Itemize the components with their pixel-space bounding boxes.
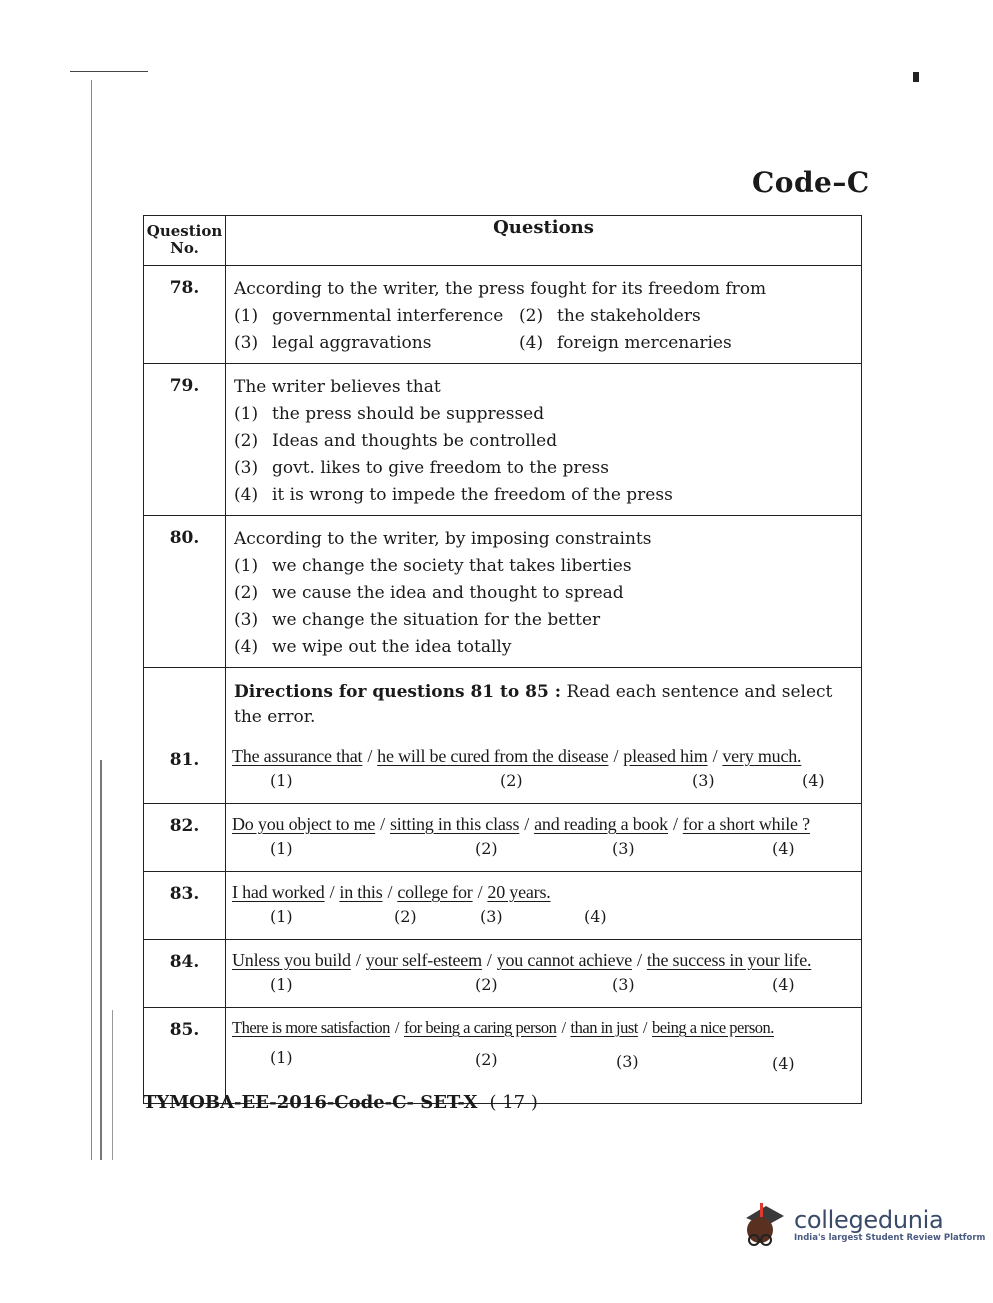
column-header-question-no: Question No. (144, 216, 226, 266)
question-body (226, 516, 862, 668)
scan-binding-line (112, 1010, 113, 1160)
logo-name: collegedunia (794, 1206, 944, 1234)
option-text: we cause the idea and thought to spread (272, 583, 624, 603)
option-number: (1) (234, 556, 259, 576)
sentence-part-2: in this (339, 882, 383, 902)
question-number: 82. (144, 804, 226, 872)
part-numbers (232, 1038, 855, 1072)
sentence-part-4: being a nice person. (651, 1018, 774, 1037)
question-number: 85. (144, 1008, 226, 1104)
question-stem: The writer believes that (234, 377, 441, 397)
option (234, 553, 853, 580)
option (234, 428, 853, 455)
scan-binding-line (100, 760, 102, 1160)
column-header-questions: Questions (226, 216, 862, 266)
sentence-part-3: than in just (570, 1018, 638, 1037)
option-text: we change the society that takes liberties (272, 556, 632, 576)
scan-corner-mark (913, 72, 919, 82)
logo-tagline: India's largest Student Review Platform (794, 1233, 986, 1243)
page-code-title: Code–C (752, 166, 870, 199)
question-number: 79. (144, 364, 226, 516)
option-number: (1) (234, 306, 259, 326)
sentence-part-3: you cannot achieve (496, 950, 633, 970)
sentence-part-1: Do you object to me (232, 814, 376, 834)
option-text: the press should be suppressed (272, 404, 545, 424)
sentence-part-4: very much. (722, 746, 802, 766)
sentence-part-4: for a short while ? (682, 814, 810, 834)
part-numbers (232, 971, 855, 999)
option-text: foreign mercenaries (557, 333, 732, 353)
question-stem: According to the writer, by imposing constraints (234, 529, 652, 549)
error-sentence: Do you object to me / sitting in this class / and reading a book / for a short while ? (232, 814, 810, 834)
sentence-part-2: sitting in this class (389, 814, 520, 834)
error-sentence: There is more satisfaction / for being a caring person / than in just / being a nice person. (232, 1018, 774, 1037)
question-number: 84. (144, 940, 226, 1008)
option-text: Ideas and thoughts be controlled (272, 431, 558, 451)
table-header-row (144, 216, 862, 266)
option-number: (1) (234, 404, 259, 424)
option-number: (2) (234, 583, 259, 603)
option (234, 455, 853, 482)
option (234, 580, 853, 607)
part-number: (3) (692, 771, 715, 790)
part-number: (2) (475, 1050, 498, 1069)
part-numbers (232, 767, 855, 795)
question-number: 83. (144, 872, 226, 940)
question-body (226, 668, 862, 804)
sentence-part-4: 20 years. (487, 882, 551, 902)
question-body (226, 266, 862, 364)
part-number: (4) (772, 975, 795, 994)
sentence-part-1: Unless you build (232, 950, 351, 970)
sentence-part-3: and reading a book (534, 814, 668, 834)
part-number: (1) (270, 839, 293, 858)
sentence-part-1: The assurance that (232, 746, 363, 766)
option-number: (4) (234, 485, 259, 505)
option-text: govt. likes to give freedom to the press (272, 458, 609, 478)
sentence-part-1: There is more satisfaction (232, 1018, 390, 1037)
option-number: (4) (519, 333, 544, 353)
part-number: (2) (475, 975, 498, 994)
option-text: it is wrong to impede the freedom of the press (272, 485, 673, 505)
question-body (226, 940, 862, 1008)
option (234, 634, 853, 661)
part-number: (4) (802, 771, 825, 790)
table-row (144, 516, 862, 668)
part-numbers (232, 835, 855, 863)
options-row (234, 330, 853, 357)
table-row (144, 668, 862, 804)
part-number: (1) (270, 975, 293, 994)
option (234, 401, 853, 428)
part-number: (3) (480, 907, 503, 926)
question-number: 81. (144, 668, 226, 804)
part-number: (3) (612, 839, 635, 858)
table-row (144, 940, 862, 1008)
question-body (226, 364, 862, 516)
sentence-part-2: for being a caring person (404, 1018, 557, 1037)
part-number: (1) (270, 907, 293, 926)
part-number: (3) (616, 1052, 639, 1071)
option-number: (2) (519, 306, 544, 326)
option-text: legal aggravations (272, 333, 432, 353)
table-row (144, 872, 862, 940)
directions-instruction: Read each sentence and select the error. (234, 682, 833, 727)
option-text: governmental interference (272, 306, 504, 326)
sentence-part-3: college for (397, 882, 473, 902)
options-row (234, 303, 853, 330)
part-number: (1) (270, 771, 293, 790)
scan-binding-line (91, 80, 92, 1160)
sentence-part-1: I had worked (232, 882, 325, 902)
option-text: the stakeholders (557, 306, 701, 326)
option-number: (4) (234, 637, 259, 657)
question-number: 78. (144, 266, 226, 364)
page-number: ( 17 ) (489, 1092, 538, 1113)
part-numbers (232, 903, 855, 931)
sentence-part-3: pleased him (623, 746, 708, 766)
question-number: 80. (144, 516, 226, 668)
question-stem: According to the writer, the press fought for its freedom from (234, 279, 767, 299)
mascot-icon (738, 1200, 788, 1250)
option (234, 607, 853, 634)
directions-text (226, 668, 861, 730)
option (234, 482, 853, 509)
part-number: (2) (394, 907, 417, 926)
option-text: we wipe out the idea totally (272, 637, 512, 657)
option-number: (3) (234, 610, 259, 630)
part-number: (4) (772, 1054, 795, 1073)
question-body (226, 1008, 862, 1104)
sentence-part-2: he will be cured from the disease (377, 746, 609, 766)
part-number: (2) (475, 839, 498, 858)
table-row (144, 1008, 862, 1104)
collegedunia-logo (738, 1200, 985, 1250)
error-sentence: I had worked / in this / college for / 20 years. (232, 882, 551, 902)
part-number: (1) (270, 1048, 293, 1067)
option-number: (3) (234, 458, 259, 478)
part-number: (4) (772, 839, 795, 858)
sentence-part-2: your self-esteem (365, 950, 482, 970)
footer-code: TYMOBA-EE-2016-Code-C- SET-X (143, 1092, 478, 1113)
option-number: (2) (234, 431, 259, 451)
part-number: (4) (584, 907, 607, 926)
page-footer (143, 1092, 538, 1113)
part-number: (2) (500, 771, 523, 790)
part-number: (3) (612, 975, 635, 994)
directions-heading: Directions for questions 81 to 85 : (234, 682, 562, 702)
option-text: we change the situation for the better (272, 610, 601, 630)
option-number: (3) (234, 333, 259, 353)
table-row (144, 364, 862, 516)
error-sentence: The assurance that / he will be cured from the disease / pleased him / very much. (232, 746, 802, 766)
scan-edge-line (70, 71, 148, 72)
question-body (226, 872, 862, 940)
sentence-part-4: the success in your life. (646, 950, 812, 970)
question-body (226, 804, 862, 872)
table-row (144, 266, 862, 364)
error-sentence: Unless you build / your self-esteem / you cannot achieve / the success in your life. (232, 950, 812, 970)
questions-table (143, 215, 862, 1104)
table-row (144, 804, 862, 872)
